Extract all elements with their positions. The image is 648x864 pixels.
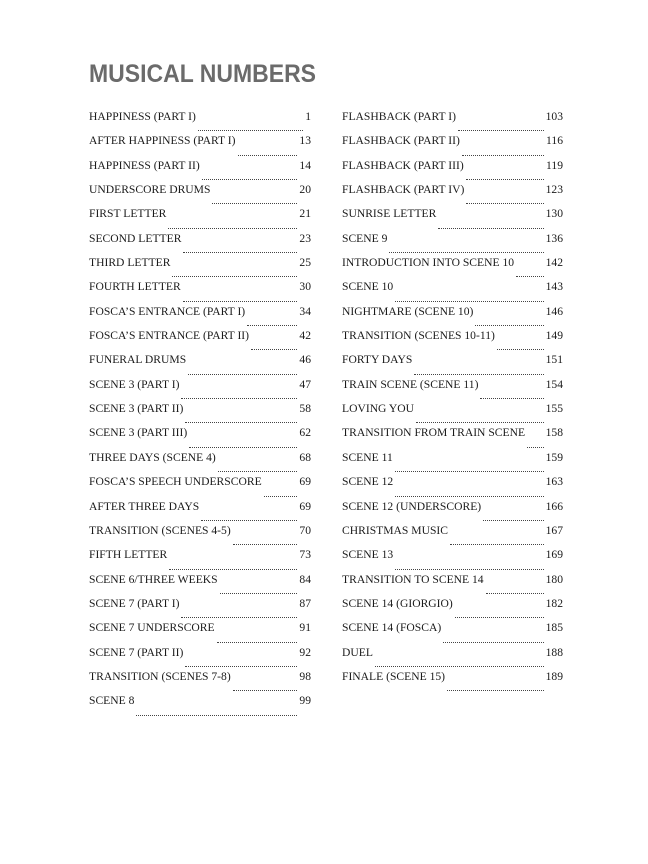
dot-leader <box>475 325 543 326</box>
dot-leader <box>217 642 298 643</box>
entry-page-number: 34 <box>299 304 311 318</box>
contents-entry <box>342 524 563 548</box>
dot-leader <box>527 447 544 448</box>
dot-leader <box>443 642 543 643</box>
entry-title: THIRD LETTER <box>89 256 171 270</box>
entry-page-number: 167 <box>545 523 563 537</box>
contents-entry <box>342 183 563 207</box>
contents-entry <box>89 694 311 718</box>
contents-entry <box>342 426 563 450</box>
dot-leader <box>183 301 298 302</box>
entry-page-number: 25 <box>299 256 311 270</box>
contents-entry <box>342 621 563 645</box>
entry-title: FOURTH LETTER <box>89 280 181 294</box>
contents-entry <box>342 305 563 329</box>
entry-title: SUNRISE LETTER <box>342 207 437 221</box>
entry-page-number: 87 <box>299 596 311 610</box>
dot-leader <box>414 374 543 375</box>
entry-title: FOSCA’S SPEECH UNDERSCORE <box>89 475 262 489</box>
entry-page-number: 189 <box>545 669 563 683</box>
entry-title: SCENE 14 (FOSCA) <box>342 621 442 635</box>
entry-page-number: 155 <box>545 402 563 416</box>
entry-title: SCENE 3 (PART III) <box>89 426 188 440</box>
entry-page-number: 119 <box>546 158 563 172</box>
contents-entry <box>342 329 563 353</box>
contents-entry <box>342 378 563 402</box>
dot-leader <box>438 228 543 229</box>
entry-title: SCENE 11 <box>342 450 393 464</box>
entry-title: SCENE 6/THREE WEEKS <box>89 572 218 586</box>
entry-title: CHRISTMAS MUSIC <box>342 523 448 537</box>
entry-page-number: 116 <box>546 134 563 148</box>
entry-title: FOSCA’S ENTRANCE (PART II) <box>89 329 250 343</box>
contents-entry <box>89 475 311 499</box>
entry-page-number: 151 <box>545 353 563 367</box>
contents-entry <box>342 207 563 231</box>
entry-title: FLASHBACK (PART I) <box>342 110 456 123</box>
dot-leader <box>480 398 543 399</box>
dot-leader <box>450 544 544 545</box>
entry-title: FINALE (SCENE 15) <box>342 669 446 683</box>
contents-entry <box>89 134 311 158</box>
entry-title: SECOND LETTER <box>89 231 182 245</box>
entry-page-number: 103 <box>545 110 563 123</box>
contents-entry <box>89 670 311 694</box>
contents-entry <box>89 597 311 621</box>
entry-page-number: 158 <box>545 426 563 440</box>
entry-title: SCENE 12 <box>342 475 394 489</box>
contents-entry <box>89 256 311 280</box>
entry-title: FOSCA’S ENTRANCE (PART I) <box>89 304 246 318</box>
contents-entry <box>89 402 311 426</box>
contents-entry <box>342 110 563 134</box>
contents-entry <box>342 280 563 304</box>
dot-leader <box>486 593 544 594</box>
entry-title: NIGHTMARE (SCENE 10) <box>342 304 474 318</box>
entry-title: FUNERAL DRUMS <box>89 353 187 367</box>
contents-entry <box>89 378 311 402</box>
dot-leader <box>251 349 297 350</box>
dot-leader <box>483 520 543 521</box>
contents-entry <box>342 134 563 158</box>
dot-leader <box>389 252 543 253</box>
entry-title: FLASHBACK (PART II) <box>342 134 460 148</box>
dot-leader <box>181 398 297 399</box>
dot-leader <box>233 690 298 691</box>
dot-leader <box>181 617 297 618</box>
dot-leader <box>416 422 544 423</box>
entry-title: SCENE 9 <box>342 231 388 245</box>
contents-entry <box>89 500 311 524</box>
contents-entry <box>89 110 311 134</box>
entry-page-number: 13 <box>299 134 311 148</box>
entry-title: HAPPINESS (PART II) <box>89 158 200 172</box>
entry-page-number: 130 <box>545 207 563 221</box>
entry-page-number: 20 <box>299 183 311 197</box>
entry-page-number: 169 <box>545 548 563 562</box>
entry-page-number: 73 <box>299 548 311 562</box>
entry-page-number: 68 <box>299 450 311 464</box>
contents-entry <box>342 232 563 256</box>
entry-title: SCENE 13 <box>342 548 394 562</box>
entry-page-number: 42 <box>299 329 311 343</box>
contents-entry <box>342 573 563 597</box>
entry-title: THREE DAYS (SCENE 4) <box>89 450 216 464</box>
entry-page-number: 154 <box>545 377 563 391</box>
contents-entry <box>342 500 563 524</box>
entry-page-number: 163 <box>545 475 563 489</box>
entry-page-number: 70 <box>299 523 311 537</box>
contents-entry <box>89 183 311 207</box>
entry-page-number: 180 <box>545 572 563 586</box>
dot-leader <box>497 349 544 350</box>
contents-entry <box>89 305 311 329</box>
entry-page-number: 84 <box>299 572 311 586</box>
contents-entry <box>89 329 311 353</box>
entry-title: TRANSITION (SCENES 10-11) <box>342 329 495 343</box>
entry-title: TRANSITION (SCENES 7-8) <box>89 669 231 683</box>
dot-leader <box>188 374 297 375</box>
entry-title: SCENE 10 <box>342 280 394 294</box>
contents-entry <box>89 159 311 183</box>
dot-leader <box>447 690 544 691</box>
dot-leader <box>183 252 297 253</box>
dot-leader <box>233 544 298 545</box>
entry-title: FLASHBACK (PART III) <box>342 158 464 172</box>
entry-page-number: 30 <box>299 280 311 294</box>
entry-title: FIFTH LETTER <box>89 548 168 562</box>
dot-leader <box>395 569 543 570</box>
dot-leader <box>201 520 297 521</box>
entry-title: FORTY DAYS <box>342 353 413 367</box>
dot-leader <box>218 471 298 472</box>
contents-entry <box>342 353 563 377</box>
contents-entry <box>342 159 563 183</box>
entry-page-number: 166 <box>545 499 563 513</box>
entry-title: SCENE 7 (PART I) <box>89 596 180 610</box>
entry-title: TRANSITION (SCENES 4-5) <box>89 523 231 537</box>
dot-leader <box>185 422 297 423</box>
dot-leader <box>466 203 543 204</box>
entry-title: SCENE 14 (GIORGIO) <box>342 596 453 610</box>
dot-leader <box>264 496 298 497</box>
dot-leader <box>395 496 543 497</box>
entry-page-number: 14 <box>299 158 311 172</box>
entry-title: FIRST LETTER <box>89 207 167 221</box>
entry-title: SCENE 3 (PART I) <box>89 377 180 391</box>
dot-leader <box>172 276 297 277</box>
entry-title: TRANSITION FROM TRAIN SCENE <box>342 426 526 440</box>
dot-leader <box>168 228 297 229</box>
entry-title: AFTER HAPPINESS (PART I) <box>89 134 236 148</box>
dot-leader <box>169 569 297 570</box>
entry-page-number: 159 <box>545 450 563 464</box>
dot-leader <box>455 617 544 618</box>
entry-page-number: 21 <box>299 207 311 221</box>
contents-entry <box>342 597 563 621</box>
dot-leader <box>395 301 543 302</box>
entry-page-number: 58 <box>299 402 311 416</box>
dot-leader <box>247 325 297 326</box>
contents-entry <box>89 548 311 572</box>
entry-title: SCENE 7 UNDERSCORE <box>89 621 215 635</box>
dot-leader <box>136 715 297 716</box>
contents-entry <box>89 646 311 670</box>
entry-title: FLASHBACK (PART IV) <box>342 183 465 197</box>
dot-leader <box>516 276 544 277</box>
entry-page-number: 143 <box>545 280 563 294</box>
contents-entry <box>342 670 563 694</box>
contents-entry <box>89 207 311 231</box>
entry-title: UNDERSCORE DRUMS <box>89 183 211 197</box>
entry-page-number: 123 <box>545 183 563 197</box>
contents-column-right <box>342 110 563 694</box>
contents-entry <box>342 646 563 670</box>
entry-page-number: 149 <box>545 329 563 343</box>
entry-title: LOVING YOU <box>342 402 415 416</box>
entry-page-number: 99 <box>299 694 311 708</box>
entry-title: SCENE 8 <box>89 694 135 708</box>
contents-entry <box>342 256 563 280</box>
contents-entry <box>342 548 563 572</box>
entry-page-number: 47 <box>299 377 311 391</box>
entry-title: SCENE 12 (UNDERSCORE) <box>342 499 482 513</box>
entry-page-number: 46 <box>299 353 311 367</box>
page-title: MUSICAL NUMBERS <box>89 60 317 88</box>
entry-title: HAPPINESS (PART I) <box>89 110 196 123</box>
dot-leader <box>458 130 544 131</box>
entry-title: AFTER THREE DAYS <box>89 499 200 513</box>
entry-title: DUEL <box>342 645 373 659</box>
contents-entry <box>89 232 311 256</box>
contents-entry <box>89 426 311 450</box>
dot-leader <box>220 593 298 594</box>
entry-title: SCENE 7 (PART II) <box>89 645 184 659</box>
dot-leader <box>466 179 544 180</box>
contents-entry <box>89 621 311 645</box>
contents-entry <box>342 402 563 426</box>
dot-leader <box>238 155 298 156</box>
contents-entry <box>89 280 311 304</box>
entry-title: TRAIN SCENE (SCENE 11) <box>342 377 479 391</box>
entry-page-number: 69 <box>299 475 311 489</box>
entry-page-number: 182 <box>545 596 563 610</box>
entry-page-number: 136 <box>545 231 563 245</box>
contents-entry <box>89 524 311 548</box>
entry-page-number: 91 <box>299 621 311 635</box>
entry-page-number: 1 <box>305 110 311 123</box>
contents-entry <box>342 451 563 475</box>
contents-entry <box>89 573 311 597</box>
dot-leader <box>189 447 297 448</box>
entry-page-number: 69 <box>299 499 311 513</box>
entry-page-number: 98 <box>299 669 311 683</box>
dot-leader <box>212 203 297 204</box>
entry-page-number: 146 <box>545 304 563 318</box>
entry-page-number: 188 <box>545 645 563 659</box>
entry-page-number: 142 <box>545 256 563 270</box>
dot-leader <box>462 155 544 156</box>
entry-title: SCENE 3 (PART II) <box>89 402 184 416</box>
dot-leader <box>185 666 297 667</box>
entry-page-number: 62 <box>299 426 311 440</box>
contents-entry <box>89 353 311 377</box>
entry-title: TRANSITION TO SCENE 14 <box>342 572 484 586</box>
entry-page-number: 23 <box>299 231 311 245</box>
contents-entry <box>342 475 563 499</box>
dot-leader <box>395 471 544 472</box>
entry-title: INTRODUCTION INTO SCENE 10 <box>342 256 515 270</box>
contents-column-left <box>89 110 311 719</box>
dot-leader <box>375 666 544 667</box>
entry-page-number: 185 <box>545 621 563 635</box>
dot-leader <box>202 179 298 180</box>
entry-page-number: 92 <box>299 645 311 659</box>
dot-leader <box>198 130 303 131</box>
contents-entry <box>89 451 311 475</box>
